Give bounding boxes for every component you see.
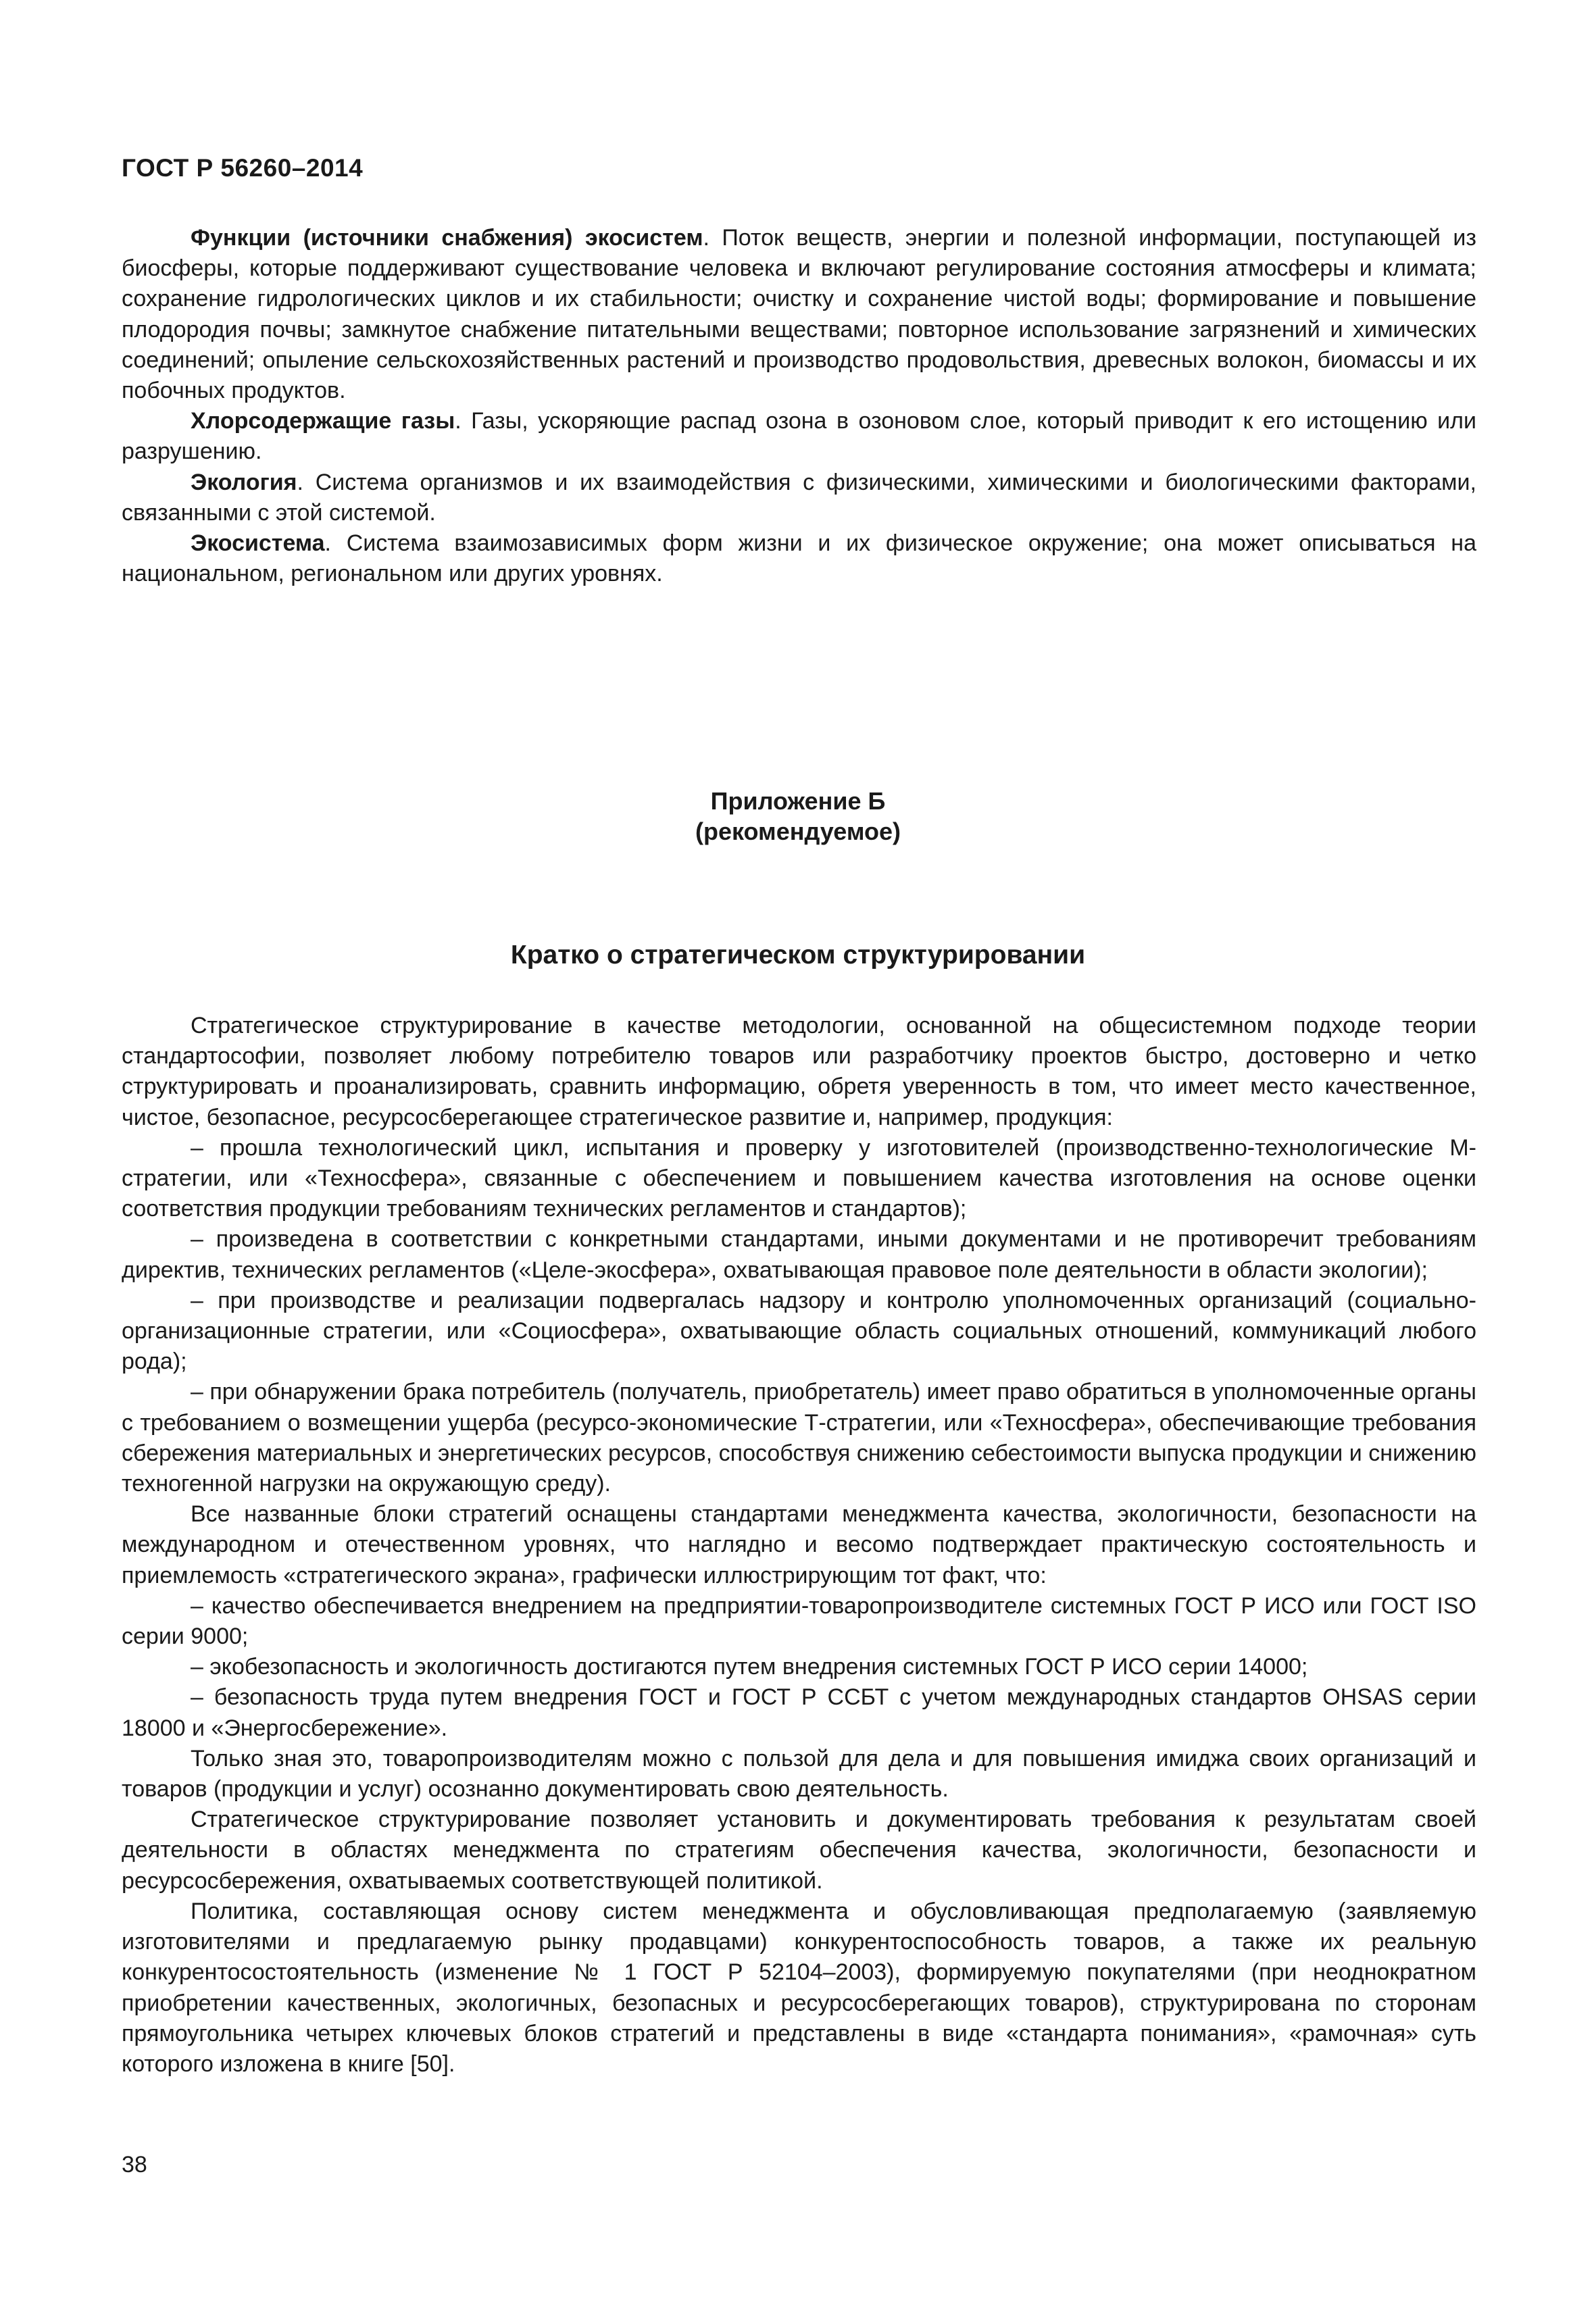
body-text [122,1011,1476,2080]
page-number: 38 [122,2152,147,2178]
appendix-status: (рекомендуемое) [695,818,901,845]
definition-term: Функции (источники снабжения) экосистем [191,225,703,251]
definitions-block [122,223,1476,589]
document-header: ГОСТ Р 56260–2014 [122,154,364,182]
list-item: – при производстве и реализации подвергалась надзору и контролю уполномоченных организаций (социально-организационные стратегии, или «Социосфера», охватывающие область социальных отношений, коммуникаций любого рода); [122,1287,1476,1375]
body-paragraph: Стратегическое структурирование в качестве методологии, основанной на общесистемном подходе теории стандартософии, позволяет любому потребителю товаров или разработчику проектов быстро, достоверно и четко структурировать и проанализировать, сравнить информацию, обретя уверенность в том, что имеет место качественное, чистое, безопасное, ресурсосберегающее стратегическое развитие и, например, продукция: [122,1013,1476,1130]
definition-paragraph [122,406,1476,467]
definition-term: Хлорсодержащие газы [191,408,455,434]
body-paragraph: Только зная это, товаропроизводителям можно с пользой для дела и для повышения имиджа своих организаций и товаров (продукции и услуг) осознанно документировать свою деятельность. [122,1745,1476,1803]
definition-term: Экология [191,469,297,495]
definition-text: . Система организмов и их взаимодействия с физическими, химическими и биологическими факторами, связанными с этой системой. [122,469,1476,526]
definition-paragraph [122,468,1476,528]
list-item: – экобезопасность и экологичность достигаются путем внедрения системных ГОСТ Р ИСО серии 14000; [191,1654,1308,1680]
definition-term: Экосистема [191,530,325,557]
appendix-title: Приложение Б [710,787,886,815]
definition-text: . Система взаимозависимых форм жизни и их физическое окружение; она может описываться на национальном, региональном или других уровнях. [122,530,1476,587]
list-item: – произведена в соответствии с конкретными стандартами, иными документами и не противоречит требованиям директив, технических регламентов («Целе-экосфера», охватывающая правовое поле деятельности в области экологии); [122,1226,1476,1283]
list-item: – прошла технологический цикл, испытания и проверку у изготовителей (производственно-технологические М-стратегии, или «Техносфера», связанные с обеспечением и повышением качества изготовления на основе оценки соответствия продукции требованиям технических регламентов и стандартов); [122,1134,1476,1222]
body-paragraph: Политика, составляющая основу систем менеджмента и обусловливающая предполагаемую (заявляемую изготовителями и предлагаемую рынку продавцами) конкурентоспособность товаров, а также их реальную конкурентосостоятельность (изменение № 1 ГОСТ Р 52104–2003), формируемую покупателями (при неоднократном приобретении качественных, экологичных, безопасных и ресурсосберегающих товаров), структурирована по сторонам прямоугольника четырех ключевых блоков стратегий и представлены в виде «стандарта понимания», «рамочная» суть которого изложена в книге [50]. [122,1898,1476,2077]
section-title: Кратко о стратегическом структурировании [510,940,1086,970]
list-item: – при обнаружении брака потребитель (получатель, приобретатель) имеет право обратиться в уполномоченные органы с требованием о возмещении ущерба (ресурсо-экономические Т-стратегии, или «Техносфера», обеспечивающие требования сбережения материальных и энергетических ресурсов, способствуя снижению себестоимости выпуска продукции и снижению техногенной нагрузки на окружающую среду). [122,1379,1476,1497]
list-item: – качество обеспечивается внедрением на предприятии-товаропроизводителе системных ГОСТ Р ИСО или ГОСТ ISO серии 9000; [122,1592,1476,1650]
definition-text: . Поток веществ, энергии и полезной информации, поступающей из биосферы, которые поддерживают существование человека и включают регулирование состояния атмосферы и климата; сохранение гидрологических циклов и их стабильности; очистку и сохранение чистой воды; формирование и повышение плодородия почвы; замкнутое снабжение питательными веществами; повторное использование загрязнений и химических соединений; опыление сельскохозяйственных растений и производство продовольствия, древесных волокон, биомассы и их побочных продуктов. [122,225,1476,404]
list-item: – безопасность труда путем внедрения ГОСТ и ГОСТ Р ССБТ с учетом международных стандартов OHSAS серии 18000 и «Энергосбережение». [122,1684,1476,1741]
body-paragraph: Все названные блоки стратегий оснащены стандартами менеджмента качества, экологичности, безопасности на международном и отечественном уровнях, что наглядно и весомо подтверждает практическую состоятельность и приемлемость «стратегического экрана», графически иллюстрирующим тот факт, что: [122,1501,1476,1588]
definition-text: . Газы, ускоряющие распад озона в озоновом слое, который приводит к его истощению или разрушению. [122,408,1476,465]
definition-paragraph [122,528,1476,589]
body-paragraph: Стратегическое структурирование позволяет установить и документировать требования к результатам своей деятельности в областях менеджмента по стратегиям обеспечения качества, экологичности, безопасности и ресурсосбережения, охватываемых соответствующей политикой. [122,1807,1476,1894]
definition-paragraph [122,223,1476,406]
